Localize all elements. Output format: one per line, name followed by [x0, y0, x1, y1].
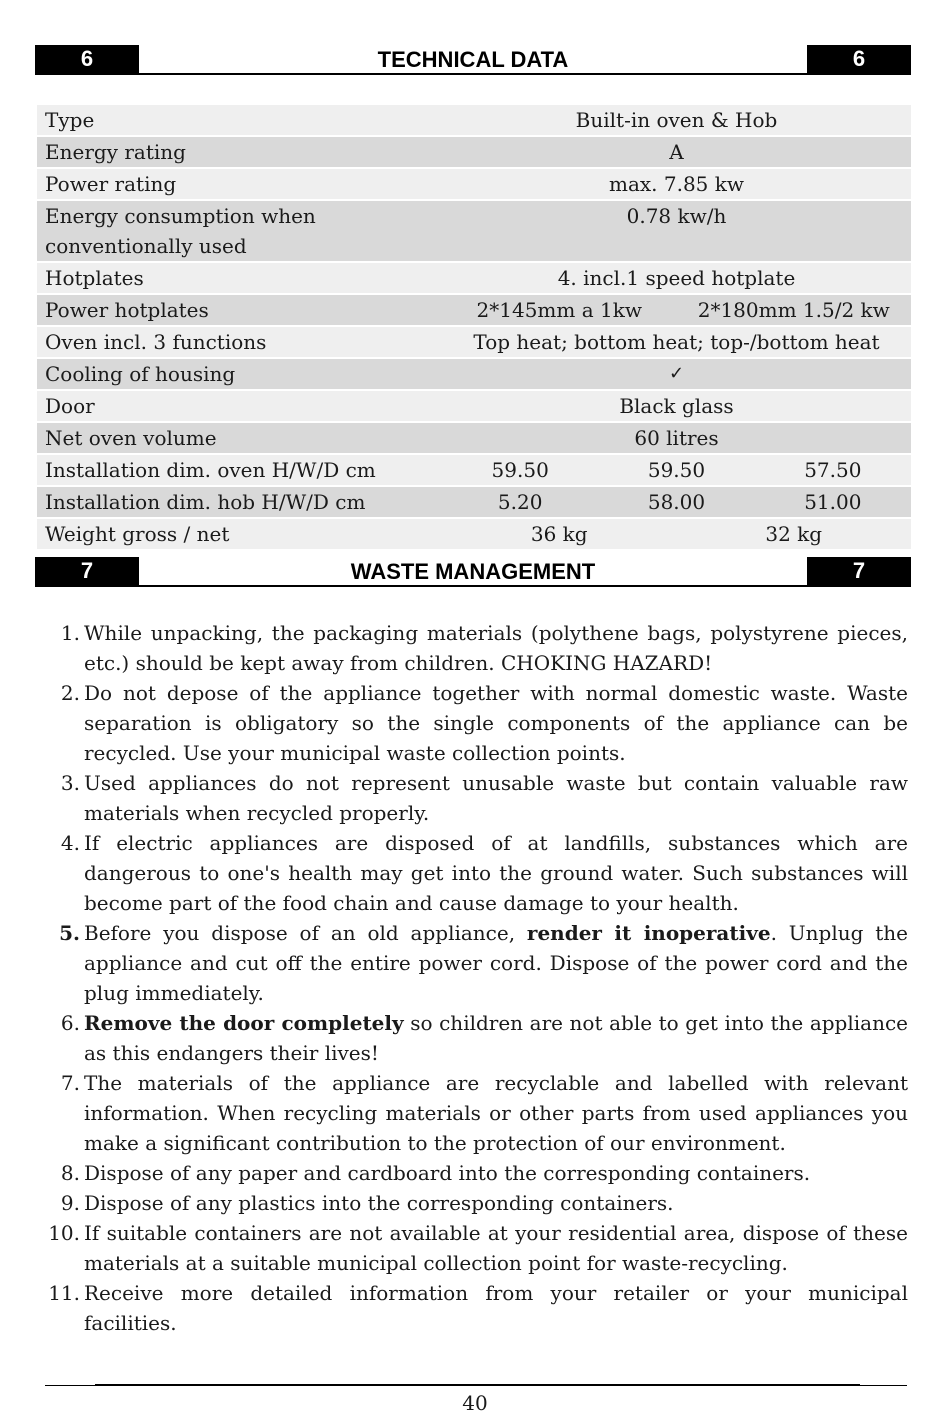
section-number-right: 6 [807, 45, 911, 73]
list-text: Used appliances do not represent unusable waste but contain valuable raw materials when recycled properly. [84, 771, 908, 825]
section-number-right: 7 [807, 557, 911, 585]
list-text-part: so children are not able to get into the appliance as this endangers their lives! [84, 1011, 908, 1065]
list-text-part: Before you dispose of an old appliance, [84, 921, 527, 945]
spec-value: 4. incl.1 speed hotplate [557, 266, 796, 290]
list-number: 6. [60, 1011, 80, 1035]
spec-value: Black glass [619, 394, 734, 418]
spec-label: Net oven volume [45, 426, 217, 450]
list-item [40, 768, 908, 828]
list-item [40, 1158, 908, 1188]
checkmark-icon: ✓ [668, 363, 685, 384]
spec-value: A [669, 140, 684, 164]
list-item [40, 1068, 908, 1158]
spec-label: Power hotplates [45, 298, 209, 322]
table-row [37, 519, 911, 551]
spec-value: max. 7.85 kw [608, 172, 744, 196]
list-text [84, 1008, 908, 1068]
spec-label: Hotplates [45, 266, 144, 290]
spec-label: Energy rating [45, 140, 186, 164]
list-text: While unpacking, the packaging materials (polythene bags, polystyrene pieces, etc.) should be kept away from children. CHOKING HAZARD! [84, 621, 908, 675]
footer-divider-thick [95, 1384, 860, 1386]
list-item [40, 678, 908, 768]
section-number-left: 7 [35, 557, 139, 585]
list-item [40, 828, 908, 918]
spec-value [442, 519, 911, 549]
waste-management-list [40, 618, 908, 1338]
list-item [40, 1218, 908, 1278]
section-title: WASTE MANAGEMENT [350, 559, 596, 584]
list-text: Dispose of any paper and cardboard into the corresponding containers. [84, 1161, 811, 1185]
list-number: 1. [60, 621, 80, 645]
list-item [40, 1188, 908, 1218]
section-header-waste-management [35, 557, 911, 587]
spec-value [442, 487, 911, 517]
spec-value-part: 5.20 [497, 490, 543, 514]
list-number: 7. [60, 1071, 80, 1095]
list-number: 8. [60, 1161, 80, 1185]
spec-label: Type [45, 108, 95, 132]
table-row [37, 105, 911, 137]
spec-value-part: 59.50 [491, 458, 549, 482]
spec-value: 0.78 kw/h [626, 204, 727, 228]
list-number: 4. [60, 831, 80, 855]
list-text-emphasis: Remove the door completely [84, 1011, 404, 1035]
list-text: The materials of the appliance are recyclable and labelled with relevant information. When recycling materials or other parts from used appliances you make a significant contribution to the protection of our environment. [84, 1071, 908, 1155]
table-row [37, 423, 911, 455]
list-item [40, 1008, 908, 1068]
spec-label: Oven incl. 3 functions [45, 330, 267, 354]
section-header-technical-data [35, 45, 911, 75]
list-number: 10. [48, 1221, 80, 1245]
list-number: 2. [60, 681, 80, 705]
spec-value: Built-in oven & Hob [575, 108, 778, 132]
spec-label: Energy consumption when conventionally used [45, 204, 316, 258]
list-text-emphasis: render it inoperative [526, 921, 771, 945]
spec-value [442, 455, 911, 485]
spec-value-part: 36 kg [530, 522, 588, 546]
list-item [40, 1278, 908, 1338]
list-number: 11. [48, 1281, 80, 1305]
table-row [37, 327, 911, 359]
list-number: 3. [60, 771, 80, 795]
spec-value-part: 59.50 [647, 458, 706, 482]
spec-label: Door [45, 394, 95, 418]
list-text: If suitable containers are not available at your residential area, dispose of these materials at a suitable municipal collection point for waste-recycling. [84, 1221, 908, 1275]
table-row [37, 169, 911, 201]
list-text: Do not depose of the appliance together with normal domestic waste. Waste separation is obligatory so the single components of the appliance can be recycled. Use your municipal waste collection points. [84, 681, 908, 765]
table-row [37, 391, 911, 423]
spec-value: Top heat; bottom heat; top-/bottom heat [473, 330, 880, 354]
list-text-part: . Unplug the appliance and cut off the entire power cord. Dispose of the power cord and the plug immediately. [84, 921, 908, 1005]
table-row [37, 359, 911, 391]
spec-label: Cooling of housing [45, 362, 236, 386]
list-text: If electric appliances are disposed of at landfills, substances which are dangerous to one's health may get into the ground water. Such substances will become part of the food chain and cause damage to your health. [84, 831, 908, 915]
list-text [84, 918, 908, 1008]
page-number: 40 [462, 1391, 488, 1415]
table-row [37, 455, 911, 487]
table-row [37, 263, 911, 295]
list-number: 9. [60, 1191, 80, 1215]
section-title: TECHNICAL DATA [377, 47, 569, 72]
table-row [37, 201, 911, 263]
spec-value-part: 58.00 [647, 490, 706, 514]
table-row [37, 487, 911, 519]
list-item [40, 618, 908, 678]
spec-value-part: 57.50 [804, 458, 862, 482]
table-row [37, 137, 911, 169]
spec-label: Weight gross / net [45, 522, 230, 546]
spec-value [442, 295, 911, 325]
spec-value-part: 51.00 [804, 490, 862, 514]
list-text: Receive more detailed information from your retailer or your municipal facilities. [84, 1281, 908, 1335]
technical-data-table [37, 105, 911, 551]
spec-value: 60 litres [634, 426, 719, 450]
list-item [40, 918, 908, 1008]
spec-value-part: 2*145mm a 1kw [476, 298, 642, 322]
spec-label: Power rating [45, 172, 177, 196]
spec-value-part: 32 kg [765, 522, 823, 546]
table-row [37, 295, 911, 327]
section-number-left: 6 [35, 45, 139, 73]
spec-label: Installation dim. hob H/W/D cm [45, 490, 366, 514]
list-text: Dispose of any plastics into the corresponding containers. [84, 1191, 674, 1215]
spec-label: Installation dim. oven H/W/D cm [45, 458, 376, 482]
spec-value-part: 2*180mm 1.5/2 kw [697, 298, 890, 322]
list-number: 5. [59, 921, 80, 945]
